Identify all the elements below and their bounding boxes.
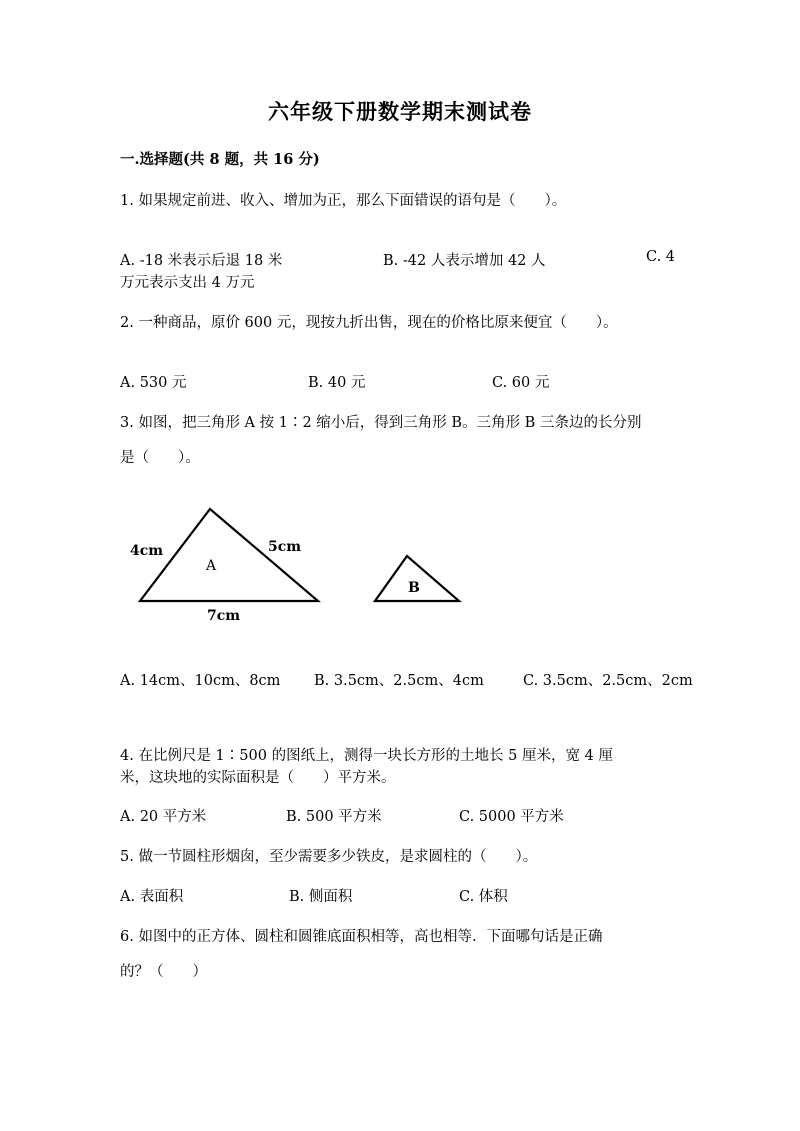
question-6-text-line2: 的？（ ） <box>120 964 207 980</box>
question-1-option-b: B. -42 人表示增加 42 人 <box>383 253 546 269</box>
triangle-a-left-side-label: 4cm <box>130 543 164 559</box>
triangle-a-bottom-side-label: 7cm <box>207 608 241 624</box>
page-title: 六年级下册数学期末测试卷 <box>268 99 532 124</box>
question-4-option-a: A. 20 平方米 <box>120 809 207 825</box>
triangle-a <box>140 509 318 601</box>
question-2-option-c: C. 60 元 <box>492 375 550 391</box>
question-3-option-a: A. 14cm、10cm、8cm <box>120 673 281 689</box>
question-5-option-a: A. 表面积 <box>120 889 184 905</box>
question-4-option-c: C. 5000 平方米 <box>459 809 564 825</box>
triangle-a-label: A <box>206 558 217 574</box>
question-5-option-b: B. 侧面积 <box>289 889 353 905</box>
question-1-option-c: C. 4 <box>646 249 676 265</box>
question-5-option-c: C. 体积 <box>459 889 508 905</box>
question-3-text-line1: 3. 如图，把三角形 A 按 1∶2 缩小后，得到三角形 B。三角形 B 三条边的长分别 <box>120 415 642 431</box>
question-5-text: 5. 做一节圆柱形烟囱，至少需要多少铁皮，是求圆柱的（ ）。 <box>120 849 538 865</box>
question-1-option-c-continued: 万元表示支出 4 万元 <box>120 275 255 291</box>
section-heading: 一.选择题(共 8 题，共 16 分) <box>120 151 320 168</box>
triangle-b-label: B <box>408 580 420 596</box>
question-2-option-a: A. 530 元 <box>120 375 187 391</box>
triangle-a-right-side-label: 5cm <box>268 539 302 555</box>
question-4-option-b: B. 500 平方米 <box>286 809 382 825</box>
question-6-text-line1: 6. 如图中的正方体、圆柱和圆锥底面积相等，高也相等．下面哪句话是正确 <box>120 929 603 945</box>
question-3-option-c: C. 3.5cm、2.5cm、2cm <box>523 673 693 689</box>
question-1-text: 1. 如果规定前进、收入、增加为正，那么下面错误的语句是（ ）。 <box>120 193 567 209</box>
question-2-option-b: B. 40 元 <box>308 375 366 391</box>
question-4-text-line2: 米，这块地的实际面积是（ ）平方米。 <box>120 770 396 786</box>
question-1-option-a: A. -18 米表示后退 18 米 <box>120 253 283 269</box>
question-4-text-line1: 4. 在比例尺是 1∶500 的图纸上，测得一块长方形的土地长 5 厘米，宽 4 厘 <box>120 748 613 764</box>
question-3-option-b: B. 3.5cm、2.5cm、4cm <box>314 673 484 689</box>
question-2-text: 2. 一种商品，原价 600 元，现按九折出售，现在的价格比原来便宜（ ）。 <box>120 315 618 331</box>
question-3-text-line2: 是（ ）。 <box>120 450 200 466</box>
